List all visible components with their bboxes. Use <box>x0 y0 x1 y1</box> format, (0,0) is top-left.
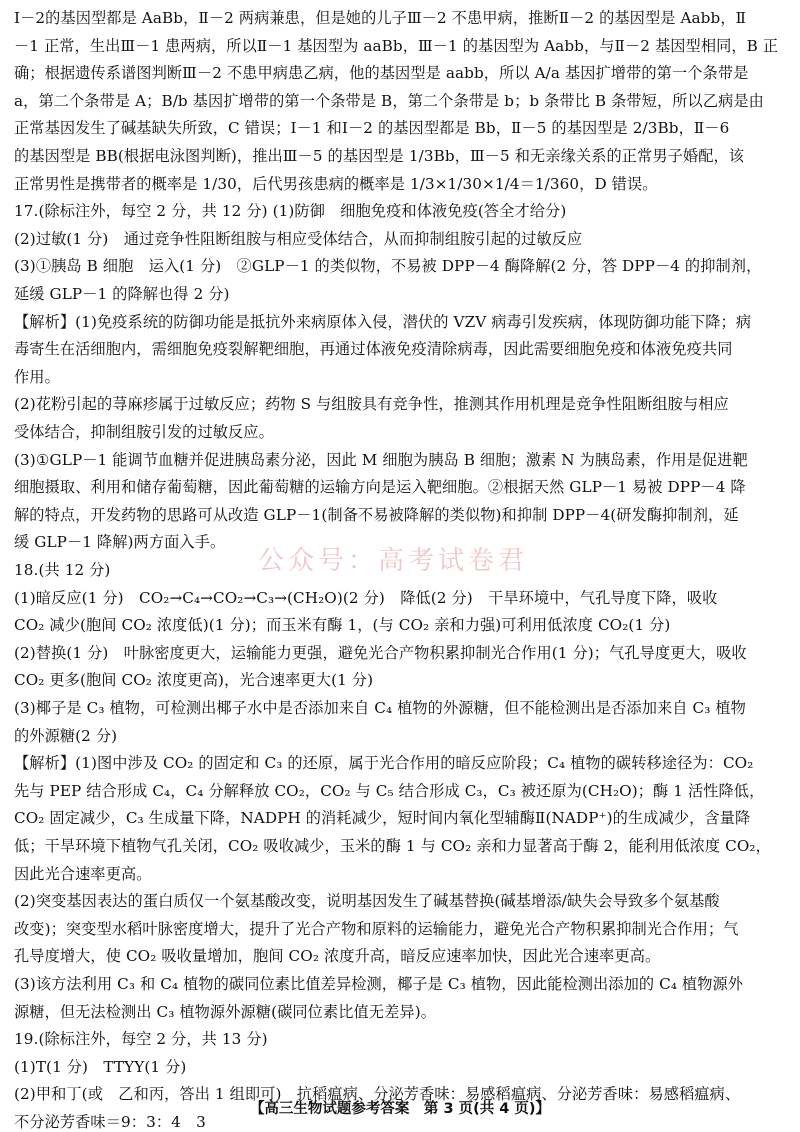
text-line: 确；根据遗传系谱图判断Ⅲ－2 不患甲病患乙病，他的基因型是 aabb，所以 A/a 基因扩增带的第一个条带是 <box>14 64 749 83</box>
text-line: 【解析】(1)免疫系统的防御功能是抵抗外来病原体入侵，潜伏的 VZV 病毒引发疾病，体现防御功能下降；病 <box>14 312 752 331</box>
text-line: 因此光合速率更高。 <box>14 864 152 883</box>
text-line: 先与 PEP 结合形成 C₄，C₄ 分解释放 CO₂，CO₂ 与 C₅ 结合形成 C₃，C₃ 被还原为(CH₂O)；酶 1 活性降低， <box>14 781 765 800</box>
text-line: 细胞摄取、利用和储存葡萄糖，因此葡萄糖的运输方向是运入靶细胞。②根据天然 GLP－1 易被 DPP－4 降 <box>14 478 746 497</box>
text-line: 正常基因发生了碱基缺失所致，C 错误；Ⅰ－1 和Ⅰ－2 的基因型都是 Bb，Ⅱ－5 的基因型是 2/3Bb，Ⅱ－6 <box>14 119 730 138</box>
text-line: Ⅰ－2的基因型都是 AaBb，Ⅱ－2 两病兼患，但是她的儿子Ⅲ－2 不患甲病，推断Ⅱ－2 的基因型是 Aabb，Ⅱ <box>14 9 747 27</box>
text-line: CO₂ 更多(胞间 CO₂ 浓度更高)，光合速率更大(1 分) <box>14 671 374 690</box>
text-line: a，第二个条带是 A；B/b 基因扩增带的第一个条带是 B，第二个条带是 b；b 条带比 B 条带短，所以乙病是由 <box>14 91 764 110</box>
text-line: 延缓 GLP－1 的降解也得 2 分) <box>14 285 230 303</box>
text-line: (2)过敏(1 分) 通过竞争性阻断组胺与相应受体结合，从而抑制组胺引起的过敏反应 <box>14 229 583 248</box>
text-line: (1)暗反应(1 分) CO₂→C₄→CO₂→C₃→(CH₂O)(2 分) 降低(2 分) 干旱环境中，气孔导度下降，吸收 <box>14 588 718 607</box>
text-line: 低；干旱环境下植物气孔关闭，CO₂ 吸收减少，玉米的酶 1 与 CO₂ 亲和力显著高于酶 2，能利用低浓度 CO₂， <box>14 837 771 855</box>
text-line: 的基因型是 BB(根据电泳图判断)，推出Ⅲ－5 的基因型是 1/3Bb，Ⅲ－5 和无亲缘关系的正常男子婚配，该 <box>14 147 745 165</box>
text-line: 受体结合，抑制组胺引发的过敏反应。 <box>14 423 274 441</box>
text-line: (3)该方法利用 C₃ 和 C₄ 植物的碳同位素比值差异检测，椰子是 C₃ 植物，因此能检测出添加的 C₄ 植物源外 <box>14 975 744 993</box>
text-line: 正常男性是携带者的概率是 1/30，后代男孩患病的概率是 1/3×1/30×1/4＝1/360，D 错误。 <box>14 174 658 193</box>
text-line: (3)①胰岛 B 细胞 运入(1 分) ②GLP－1 的类似物，不易被 DPP－4 酶降解(2 分，答 DPP－4 的抑制剂， <box>14 257 762 276</box>
text-line: 18.(共 12 分) <box>14 561 111 579</box>
text-line: (2)替换(1 分) 叶脉密度更大，运输能力更强，避免光合产物积累抑制光合作用(1 分)；气孔导度更大，吸收 <box>14 643 747 662</box>
text-line: (2)花粉引起的荨麻疹属于过敏反应；药物 S 与组胺具有竞争性，推测其作用机理是竞争性阻断组胺与相应 <box>14 395 729 414</box>
text-line: (2)突变基因表达的蛋白质仅一个氨基酸改变，说明基因发生了碱基替换(碱基增添/缺失会导致多个氨基酸 <box>14 892 720 911</box>
text-line: 19.(除标注外，每空 2 分，共 13 分) <box>14 1030 268 1049</box>
text-line: (3)①GLP－1 能调节血糖并促进胰岛素分泌，因此 M 细胞为胰岛 B 细胞；激素 N 为胰岛素，作用是促进靶 <box>14 450 748 469</box>
text-line: 解的特点，开发药物的思路可从改造 GLP－1(制备不易被降解的类似物)和抑制 DPP－4(研发酶抑制剂，延 <box>14 505 739 524</box>
watermark: 公众号：高考试卷君 <box>258 546 529 576</box>
text-line: (2)甲和丁(或 乙和丙，答出 1 组即可) 抗稻瘟病、分泌芳香味：易感稻瘟病、分泌芳香味：易感稻瘟病、 <box>14 1085 741 1104</box>
text-line: 缓 GLP－1 降解)两方面入手。 <box>14 533 226 552</box>
text-line: 的外源糖(2 分) <box>14 726 118 745</box>
text-line: 作用。 <box>14 367 60 386</box>
text-line: 毒寄生在活细胞内，需细胞免疫裂解靶细胞，再通过体液免疫清除病毒，因此需要细胞免疫和体液免疫共同 <box>14 340 733 359</box>
text-line: 【解析】(1)图中涉及 CO₂ 的固定和 C₃ 的还原，属于光合作用的暗反应阶段；C₄ 植物的碳转移途径为：CO₂ <box>14 754 754 773</box>
page-footer: 【高三生物试题参考答案 第 3 页(共 4 页)】 <box>249 1101 551 1117</box>
text-line: 源糖，但无法检测出 C₃ 植物源外源糖(碳同位素比值无差异)。 <box>14 1002 437 1021</box>
text-line: 不分泌芳香味＝9：3：4 3 <box>14 1113 206 1131</box>
text-line: (3)椰子是 C₃ 植物，可检测出椰子水中是否添加来自 C₄ 植物的外源糖，但不能检测出是否添加来自 C₃ 植物 <box>14 699 746 717</box>
text-line: (1)T(1 分) TTYY(1 分) <box>14 1057 187 1076</box>
text-line: CO₂ 固定减少，C₃ 生成量下降，NADPH 的消耗减少，短时间内氧化型辅酶Ⅱ(NADP⁺)的生成减少，含量降 <box>14 809 751 828</box>
text-line: CO₂ 减少(胞间 CO₂ 浓度低)(1 分)；而玉米有酶 1，(与 CO₂ 亲和力强)可利用低浓度 CO₂(1 分) <box>14 616 671 635</box>
text-line: 改变)；突变型水稻叶脉密度增大，提升了光合产物和原料的运输能力，避免光合产物积累抑制光合作用；气 <box>14 919 739 938</box>
text-line: －1 正常，生出Ⅲ－1 患两病，所以Ⅱ－1 基因型为 aaBb，Ⅲ－1 的基因型为 Aabb，与Ⅱ－2 基因型相同，B 正 <box>14 36 779 55</box>
text-line: 孔导度增大，使 CO₂ 吸收量增加，胞间 CO₂ 浓度升高，暗反应速率加快，因此光合速率更高。 <box>14 947 661 966</box>
text-line: 17.(除标注外，每空 2 分，共 12 分) (1)防御 细胞免疫和体液免疫(答全才给分) <box>14 202 567 221</box>
